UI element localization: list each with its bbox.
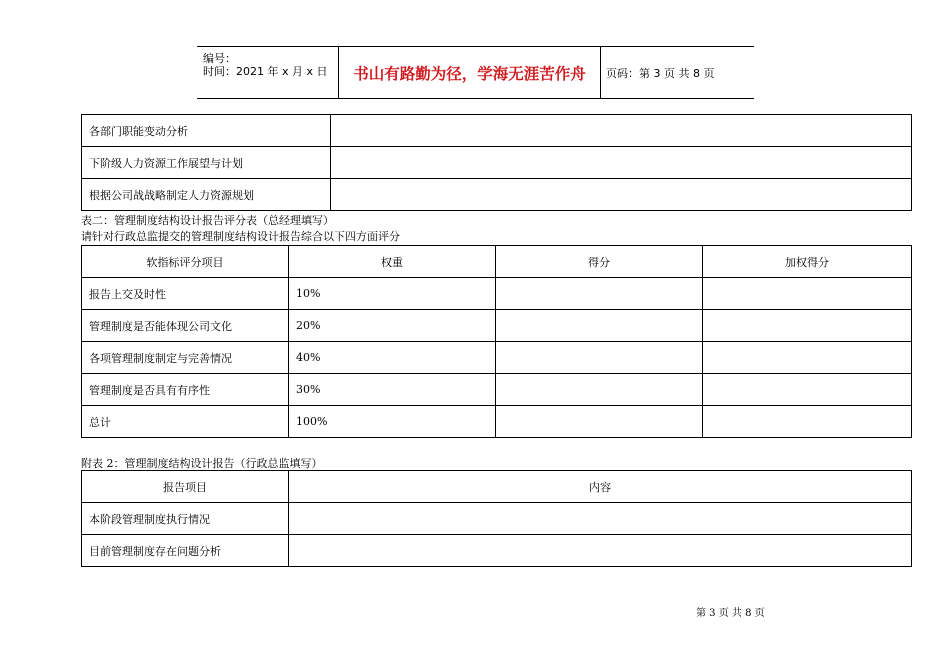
- table3-caption: 附表 2：管理制度结构设计报告（行政总监填写）: [81, 457, 323, 470]
- row-item: 本阶段管理制度执行情况: [82, 503, 289, 535]
- row-item: 总计: [82, 406, 289, 438]
- row-content[interactable]: [289, 535, 912, 567]
- table-row: [82, 503, 912, 535]
- row-weighted-score[interactable]: [703, 374, 912, 406]
- row-score[interactable]: [496, 374, 703, 406]
- table-row: [82, 115, 912, 147]
- document-time-label: 时间：2021 年 x 月 x 日: [203, 65, 328, 78]
- column-header: 权重: [289, 246, 496, 278]
- row-content[interactable]: [289, 503, 912, 535]
- table-row: [82, 342, 912, 374]
- page-header: [197, 46, 754, 99]
- table-header-row: [82, 246, 912, 278]
- row-weight: 40%: [289, 342, 496, 374]
- row-score[interactable]: [496, 406, 703, 438]
- column-header: 内容: [289, 471, 912, 503]
- page-footer: 第 3 页 共 8 页: [696, 608, 765, 619]
- header-meta: [197, 47, 338, 98]
- table2-caption: 表二：管理制度结构设计报告评分表（总经理填写）: [81, 214, 334, 227]
- row-weight: 20%: [289, 310, 496, 342]
- row-item: 管理制度是否能体现公司文化: [82, 310, 289, 342]
- row-item: 根据公司战战略制定人力资源规划: [82, 179, 331, 211]
- column-header: 报告项目: [82, 471, 289, 503]
- table2-subcaption: 请针对行政总监提交的管理制度结构设计报告综合以下四方面评分: [81, 230, 400, 243]
- row-item: 报告上交及时性: [82, 278, 289, 310]
- table-row: [82, 179, 912, 211]
- row-weighted-score[interactable]: [703, 310, 912, 342]
- column-header: 加权得分: [703, 246, 912, 278]
- hr-planning-table: [81, 114, 912, 211]
- column-header: 得分: [496, 246, 703, 278]
- header-page-number: 页码：第 3 页 共 8 页: [606, 66, 715, 80]
- row-weight: 30%: [289, 374, 496, 406]
- report-table: [81, 470, 912, 567]
- row-content: [331, 147, 912, 179]
- row-weighted-score[interactable]: [703, 278, 912, 310]
- scoring-table: [81, 245, 912, 438]
- table-row: [82, 310, 912, 342]
- column-header: 软指标评分项目: [82, 246, 289, 278]
- row-item: 各部门职能变动分析: [82, 115, 331, 147]
- row-weighted-score[interactable]: [703, 406, 912, 438]
- table-row: [82, 406, 912, 438]
- row-score[interactable]: [496, 310, 703, 342]
- table-row: [82, 147, 912, 179]
- table-row: [82, 374, 912, 406]
- table-header-row: [82, 471, 912, 503]
- row-weighted-score[interactable]: [703, 342, 912, 374]
- row-content: [331, 179, 912, 211]
- row-item: 目前管理制度存在问题分析: [82, 535, 289, 567]
- row-score[interactable]: [496, 342, 703, 374]
- row-weight: 100%: [289, 406, 496, 438]
- row-content: [331, 115, 912, 147]
- document-number-label: 编号：: [203, 52, 236, 65]
- row-weight: 10%: [289, 278, 496, 310]
- row-item: 各项管理制度制定与完善情况: [82, 342, 289, 374]
- row-score[interactable]: [496, 278, 703, 310]
- row-item: 下阶级人力资源工作展望与计划: [82, 147, 331, 179]
- header-motto: 书山有路勤为径，学海无涯苦作舟: [338, 47, 601, 98]
- table-row: [82, 278, 912, 310]
- table-row: [82, 535, 912, 567]
- row-item: 管理制度是否具有有序性: [82, 374, 289, 406]
